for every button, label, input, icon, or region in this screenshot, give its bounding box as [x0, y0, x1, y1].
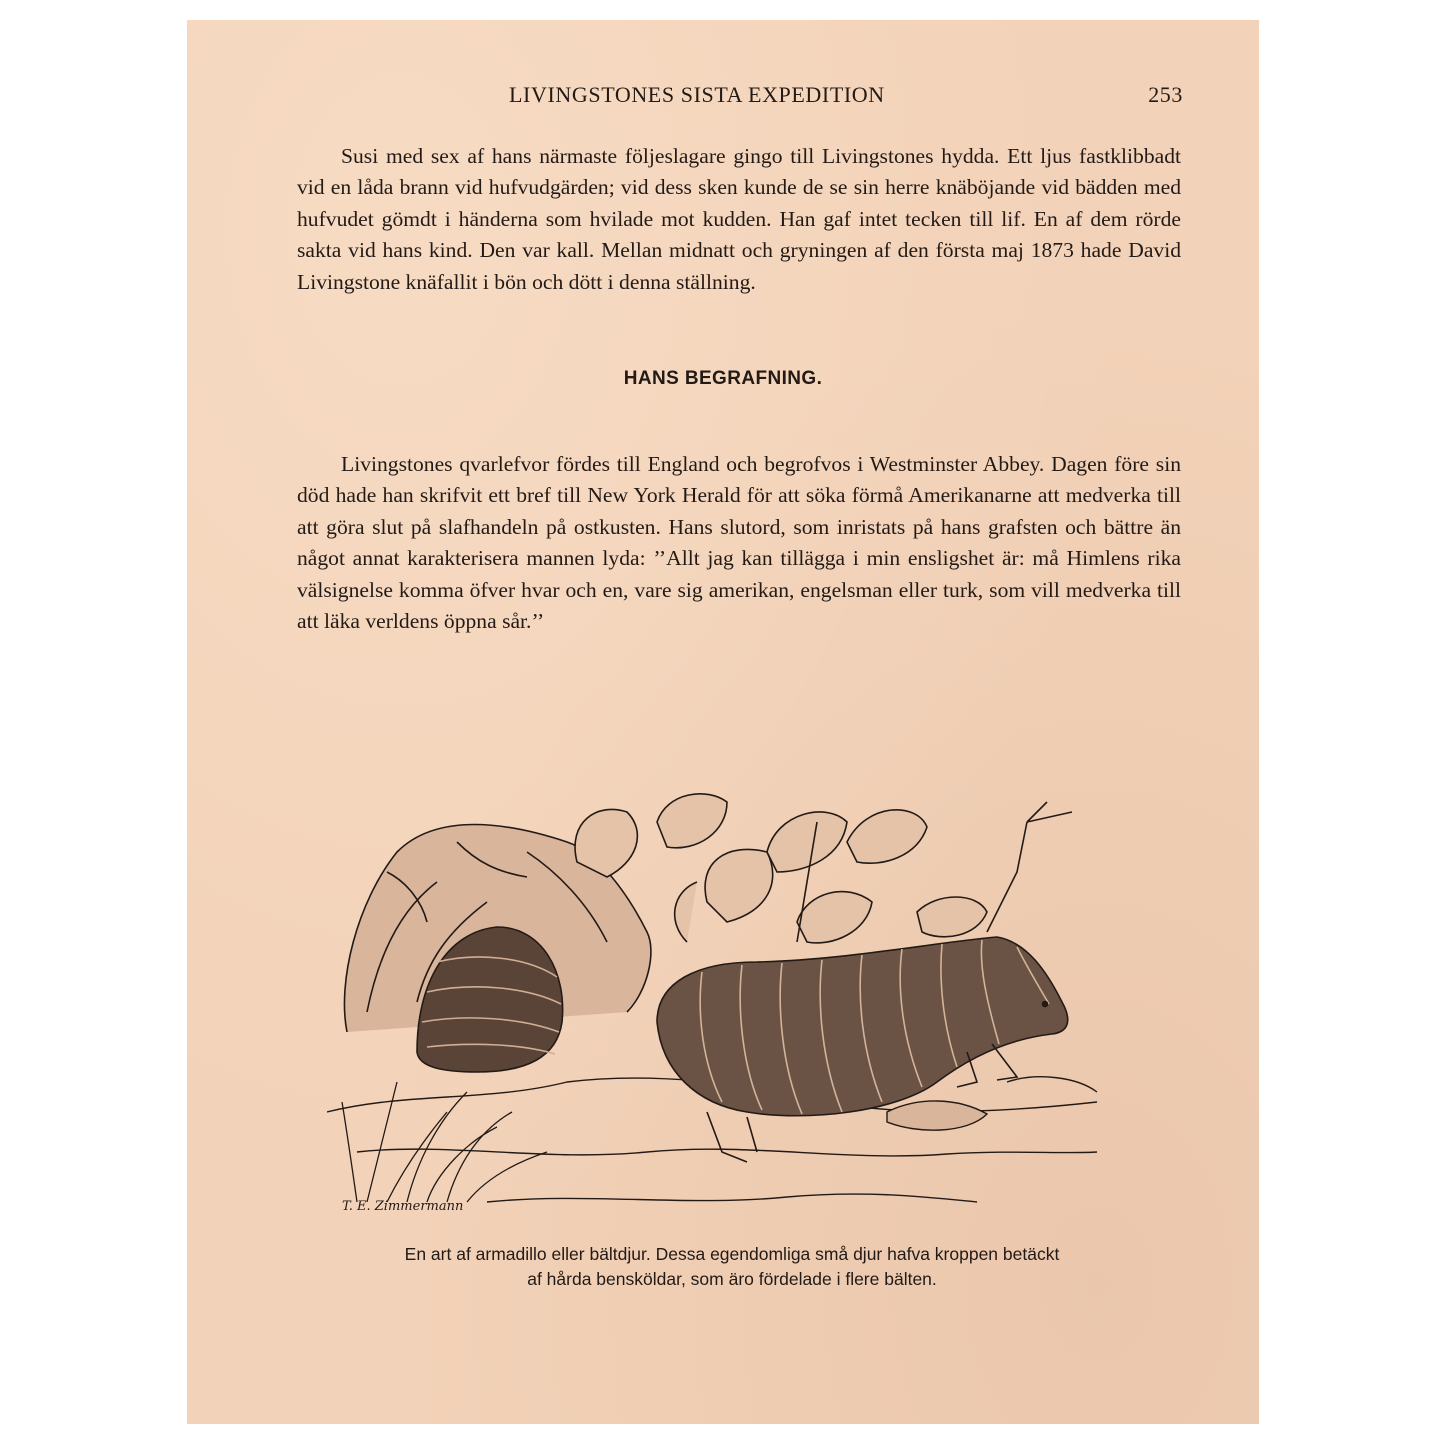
armadillo-illustration — [327, 782, 1107, 1232]
running-head — [187, 82, 1259, 112]
caption-line-1: En art af armadillo eller bältdjur. Dessa egendomliga små djur hafva kroppen betäckt — [404, 1244, 1060, 1264]
engraver-signature: T. E. Zimmermann — [342, 1199, 464, 1214]
illustration-caption — [267, 1242, 1197, 1292]
paragraph-death: Susi med sex af hans närmaste följeslagare gingo till Livingstones hydda. Ett ljus fastklibbadt vid en låda brann vid hufvudgärden; vid dess sken kunde de se sin herre knäböjande vid bädden med hufvudet gömdt i händerna som hvilade mot kudden. Han gaf intet tecken till lif. En af dem rörde sakta vid hans kind. Den var kall. Mellan midnatt och gryningen af den första maj 1873 hade David Livingstone knäfallit i bön och dött i denna ställning. — [297, 144, 1181, 294]
armadillo-right — [657, 937, 1068, 1162]
foliage — [575, 794, 1072, 943]
paragraph-burial: Livingstones qvarlefvor fördes till England och begrofvos i Westminster Abbey. Dagen före sin död hade han skrifvit ett bref till New York Herald för att söka förmå Amerikanarne att medverka till att göra slut på slafhandeln på ostkusten. Hans slutord, som inristats på hans grafsten och bättre än något annat karakterisera mannen lyda: ’’Allt jag kan tillägga i min ensligshet är: må Himlens rika välsignelse komma öfver hvar och en, vare sig amerikan, engelsman eller turk, som vill medverka till att läka verldens öppna sår.’’ — [297, 452, 1181, 634]
running-title: LIVINGSTONES SISTA EXPEDITION — [509, 82, 885, 107]
book-page — [187, 20, 1259, 1424]
grass-tuft — [342, 1082, 547, 1202]
page-number: 253 — [1148, 82, 1183, 107]
section-heading: HANS BEGRAFNING. — [623, 368, 823, 389]
caption-line-2: af hårda bensköldar, som äro fördelade i flere bälten. — [527, 1269, 937, 1289]
